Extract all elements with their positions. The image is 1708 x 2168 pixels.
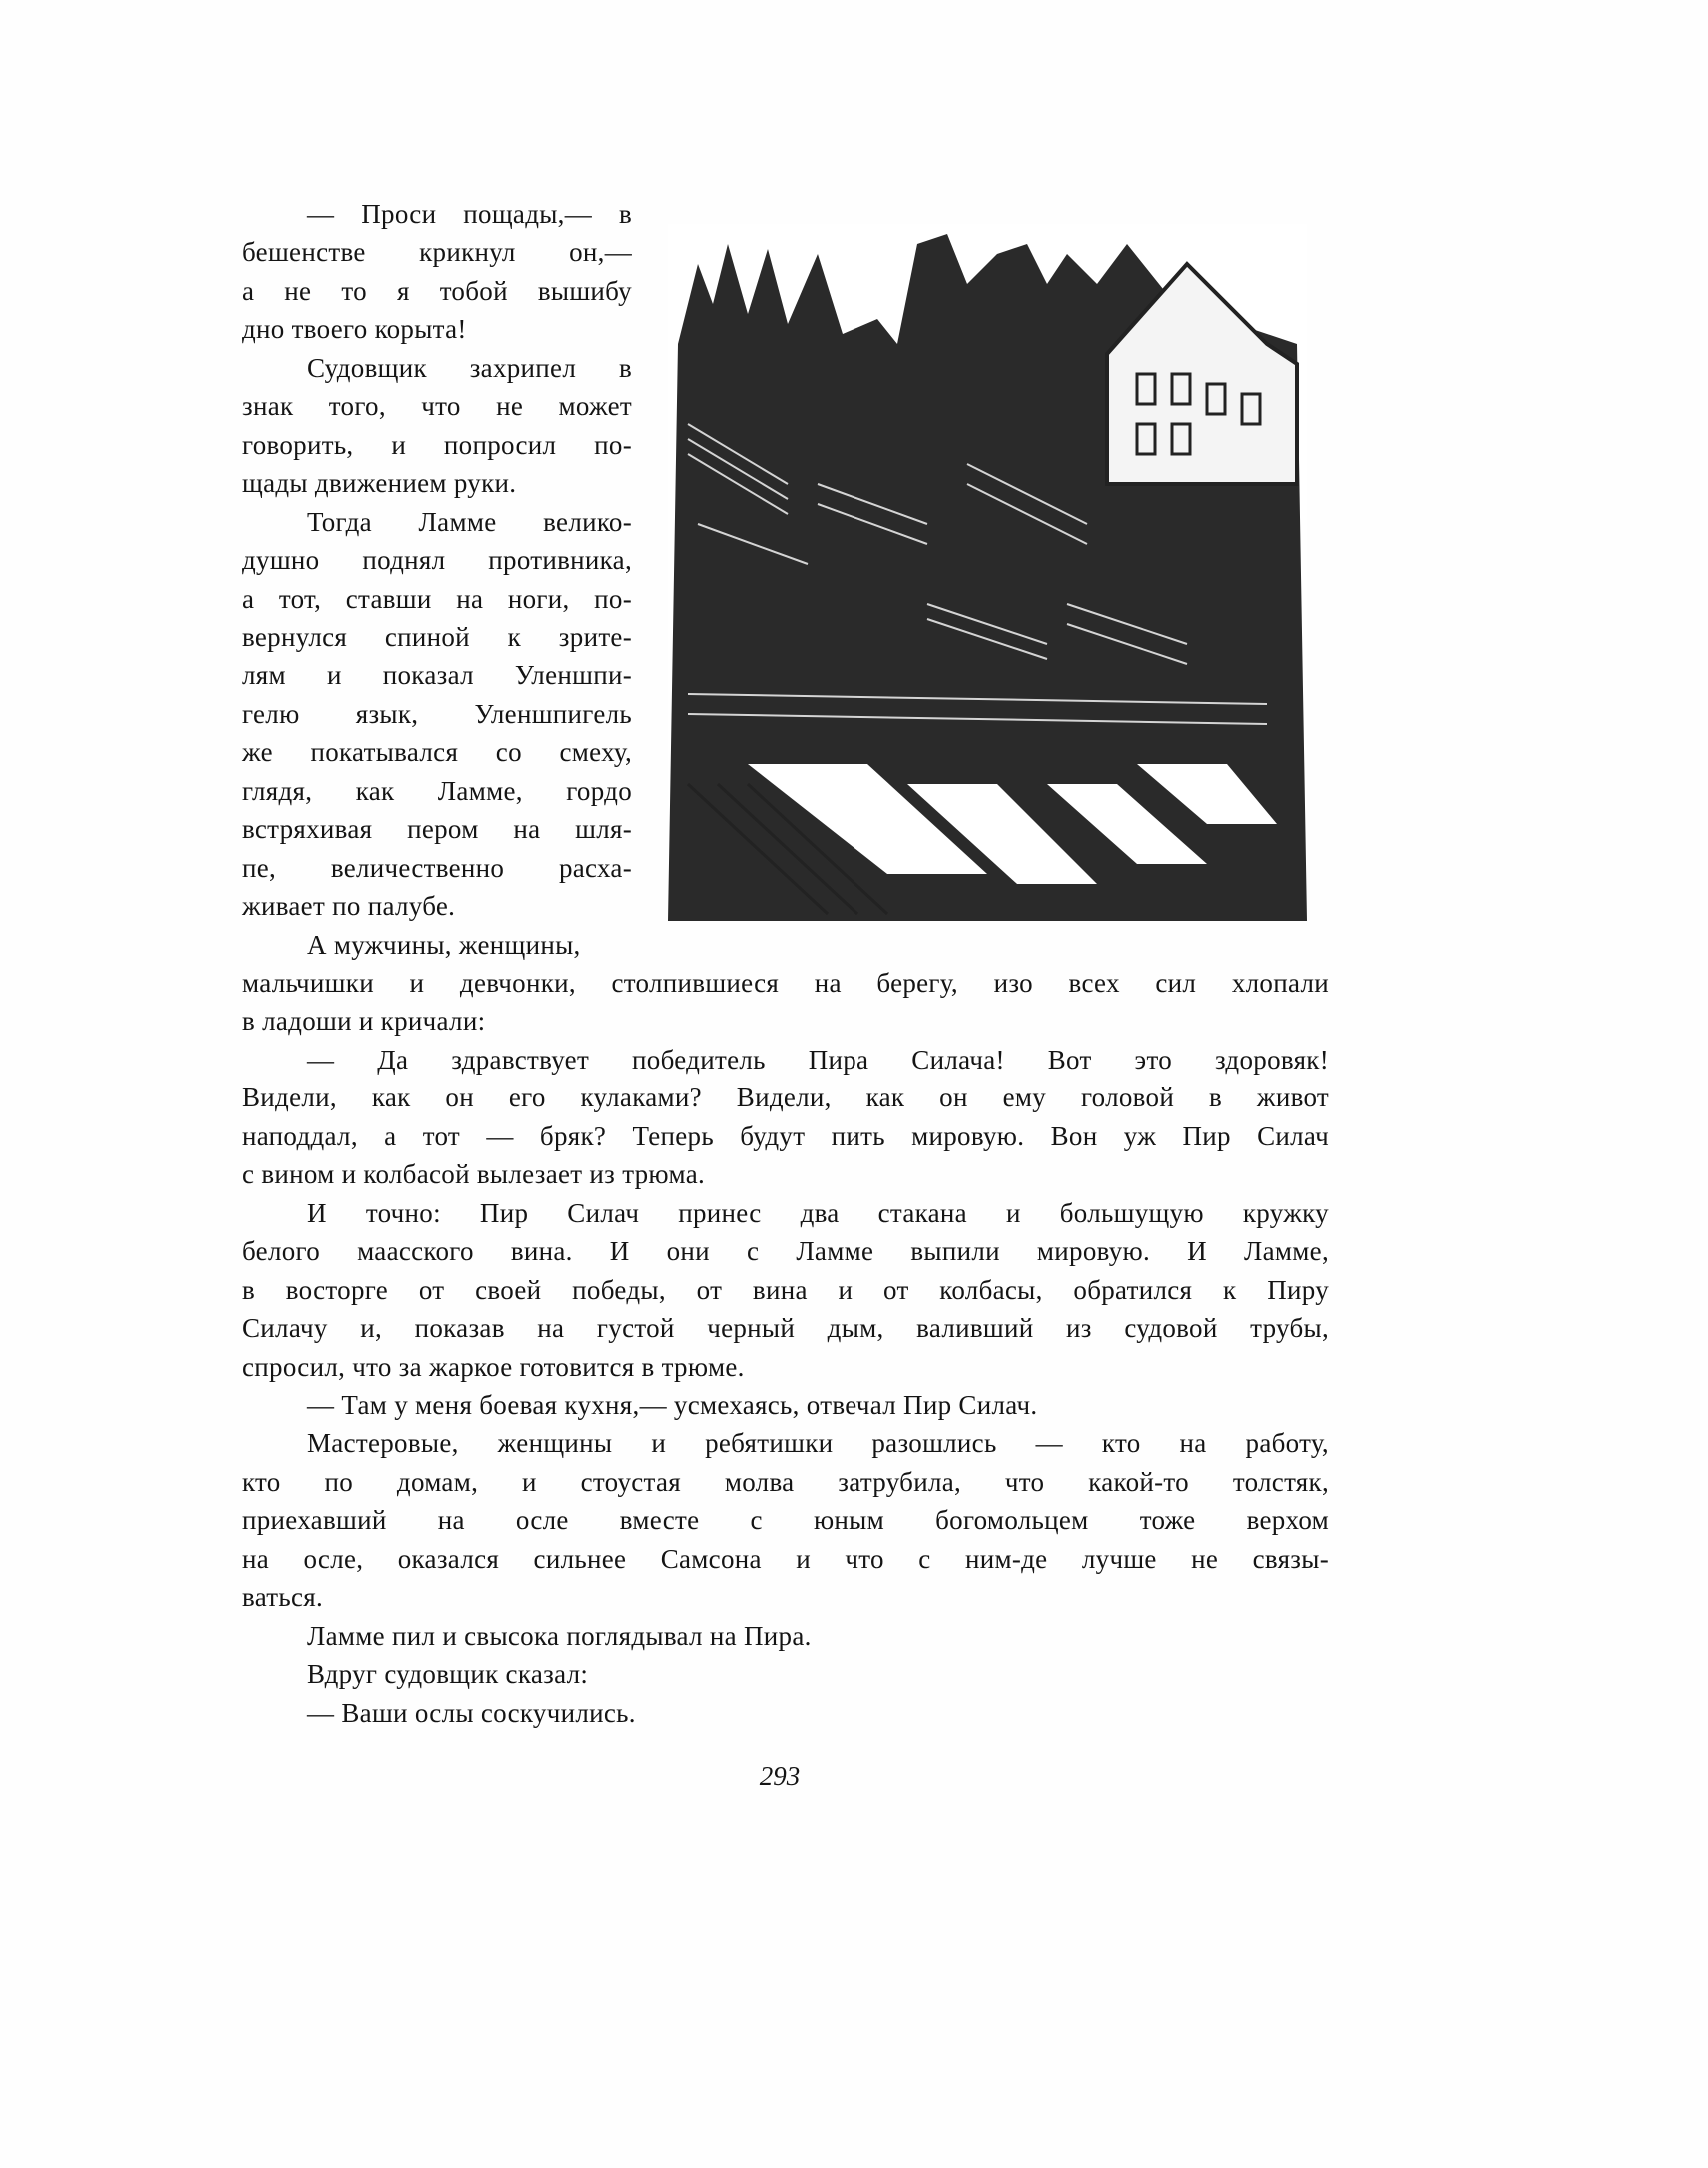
text-line: Тогда Ламме велико- — [307, 506, 632, 537]
woodcut-illustration — [668, 224, 1307, 921]
text-line: кто по домам, и стоустая молва затрубила, что какой-то толстяк, — [242, 1466, 1329, 1497]
text-line: вернулся спиной к зрите- — [242, 621, 632, 652]
text-line: Мастеровые, женщины и ребятишки разошлись — кто на работу, — [307, 1428, 1329, 1459]
text-line: говорить, и попросил по- — [242, 429, 632, 460]
page-number: 293 — [759, 1761, 801, 1791]
illustration-image — [668, 224, 1307, 921]
text-line: бешенстве крикнул он,— — [242, 237, 632, 268]
text-line: глядя, как Ламме, гордо — [242, 775, 632, 806]
text-line: белого маасского вина. И они с Ламме выпили мировую. И Ламме, — [242, 1236, 1329, 1267]
text-line: знак того, что не может — [242, 391, 632, 422]
text-line: на осле, оказался сильнее Самсона и что с ним-де лучше не связы- — [242, 1543, 1329, 1574]
text-line: а не то я тобой вышибу — [242, 275, 632, 306]
text-line: в восторге от своей победы, от вина и от колбасы, обратился к Пиру — [242, 1274, 1329, 1305]
text-line: Вдруг судовщик сказал: — [307, 1659, 589, 1690]
text-line: встряхивая пером на шля- — [242, 814, 632, 845]
text-line: с вином и колбасой вылезает из трюма. — [242, 1159, 706, 1190]
text-line: — Проси пощады,— в — [307, 199, 632, 229]
text-line: дно твоего корыта! — [242, 314, 467, 345]
text-line: мальчишки и девчонки, столпившиеся на берегу, изо всех сил хлопали — [242, 968, 1329, 998]
text-line: А мужчины, женщины, — [307, 929, 581, 960]
text-line: пе, величественно расха- — [242, 852, 632, 883]
text-line: Силачу и, показав на густой черный дым, валивший из судовой трубы, — [242, 1313, 1329, 1344]
text-line: душно поднял противника, — [242, 545, 632, 576]
text-line: спросил, что за жаркое готовится в трюме. — [242, 1351, 745, 1382]
text-line: Ламме пил и свысока поглядывал на Пира. — [307, 1620, 812, 1651]
text-line: наподдал, а тот — бряк? Теперь будут пить мировую. Вон уж Пир Силач — [242, 1120, 1329, 1151]
text-line: гелю язык, Уленшпигель — [242, 698, 632, 729]
text-line: — Там у меня боевая кухня,— усмехаясь, отвечал Пир Силач. — [307, 1389, 1038, 1420]
text-line: живает по палубе. — [242, 891, 456, 922]
text-line: — Да здравствует победитель Пира Силача! Вот это здоровяк! — [307, 1044, 1329, 1075]
text-line: же покатывался со смеху, — [242, 737, 632, 768]
text-line: в ладоши и кричали: — [242, 1006, 486, 1037]
text-line: а тот, ставши на ноги, по- — [242, 583, 632, 614]
text-line: Судовщик захрипел в — [307, 352, 632, 383]
text-line: ваться. — [242, 1582, 324, 1613]
text-line: И точно: Пир Силач принес два стакана и большущую кружку — [307, 1197, 1329, 1228]
text-line: приехавший на осле вместе с юным богомольцем тоже верхом — [242, 1505, 1329, 1536]
text-line: Видели, как он его кулаками? Видели, как он ему головой в живот — [242, 1083, 1329, 1113]
text-line: щады движением руки. — [242, 468, 517, 499]
text-line: лям и показал Уленшпи- — [242, 660, 632, 691]
text-line: — Ваши ослы соскучились. — [307, 1697, 636, 1728]
